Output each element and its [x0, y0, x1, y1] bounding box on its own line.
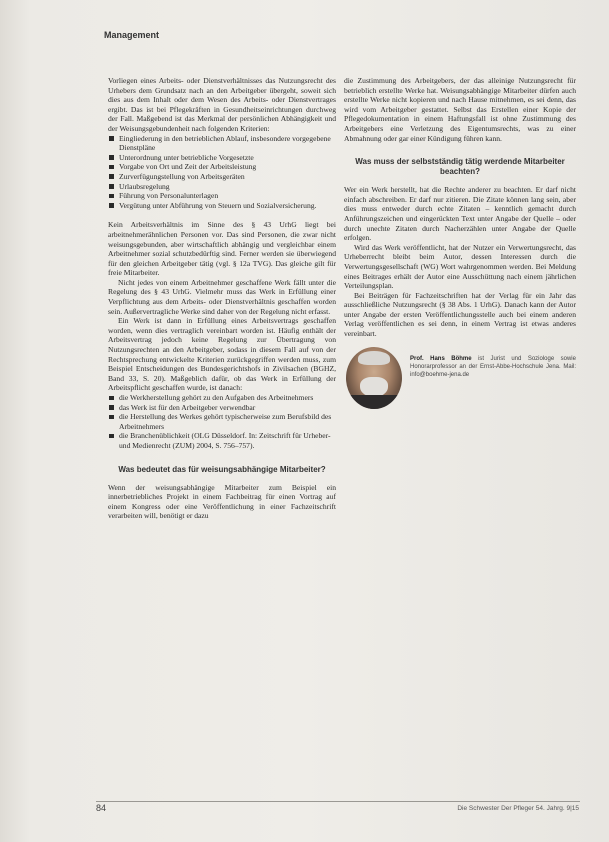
author-name: Prof. Hans Böhme [410, 355, 472, 362]
tests-item: das Werk ist für den Arbeitgeber verwendbar [108, 403, 336, 413]
criteria-item: Unterordnung unter betriebliche Vorgesetzte [108, 153, 336, 163]
right-column [344, 76, 576, 413]
body-paragraph: Nicht jedes von einem Arbeitnehmer geschaffene Werk fällt unter die Regelung des § 43 UrhG. Vielmehr muss das Werk in Erfüllung einer Verpflichtung aus dem Arbeits- oder Dienstverhältnis geschaffen worden sein. Außervertragliche Werke sind daher von der Regelung nicht erfasst. [108, 277, 336, 316]
body-paragraph: Kein Arbeitsverhältnis im Sinne des § 43 UrhG liegt bei arbeitnehmerähnlichen Personen vor. Das sind Personen, die zwar nicht weisungsgebunden, aber wirtschaftlich abhängig und vergleichbar einem Arbeitnehmer sozial schutzbedürftig sind. Ferner werden sie überwiegend für den gleichen Arbeitgeber tätig (vgl. § 12a TVG). Das gleiche gilt für freie Mitarbeiter. [108, 220, 336, 278]
section-label: Management [104, 30, 160, 40]
page-number: 84 [96, 803, 107, 813]
criteria-item: Eingliederung in den betrieblichen Ablauf, insbesondere vorgegebene Dienstpläne [108, 134, 336, 153]
tests-list [108, 393, 336, 451]
author-box [344, 347, 576, 413]
criteria-list [108, 134, 336, 211]
criteria-item: Vergütung unter Abführung von Steuern und Sozialversicherung. [108, 201, 336, 211]
criteria-item: Vorgabe von Ort und Zeit der Arbeitsleistung [108, 162, 336, 172]
criteria-item: Zurverfügungstellung von Arbeitsgeräten [108, 172, 336, 182]
body-paragraph: Bei Beiträgen für Fachzeitschriften hat der Verlag für ein Jahr das ausschließliche Nutzungsrecht (§ 38 Abs. 1 UrhG). Danach kann der Autor unter Angabe der ersten Veröffentlichungsstelle auch bei einem anderen Verlag veröffentlichen es sei denn, in einem Vertrag ist etwas anderes vereinbart. [344, 290, 576, 339]
body-paragraph: Wird das Werk veröffentlicht, hat der Nutzer ein Verwertungsrecht, das Urheberrecht bleibt beim Autor, dessen Interessen durch die Verwertungsgesellschaft (WG) Wort wahrgenommen werden. Bei Meldung eines Beitrages erhält der Autor eine Ausschüttung nach einem jährlichen Verteilungsplan. [344, 242, 576, 291]
tests-item: die Branchenüblichkeit (OLG Düsseldorf. In: Zeitschrift für Urheber- und Medienrecht (ZUM) 2004, S. 756–757). [108, 431, 336, 450]
body-paragraph: Ein Werk ist dann in Erfüllung eines Arbeitsvertrags geschaffen worden, wenn dies vertraglich vereinbart worden ist. Häufig enthält der Arbeitsvertrag jedoch keine Regelung zur Übertragung von Nutzungsrechten an den Arbeitgeber, sodass in diesem Fall auf von der Rechtsprechung entwickelte Kriterien zurückgegriffen werden muss, zum Beispiel Entscheidungen des Bundesgerichtshofs in Zivilsachen (BGHZ, Band 33, S. 20). Maßgeblich dafür, ob das Werk in Erfüllung der Arbeitspflicht geschaffen wurde, ist danach: [108, 316, 336, 393]
footer-rule [96, 801, 580, 802]
author-bio: ist Jurist und Soziologe sowie Honorarprofessor an der Ernst-Abbe-Hochschule Jena. Mail: info@boehme-jena.de [410, 355, 576, 378]
section-heading: Was muss der selbstständig tätig werdende Mitarbeiter beachten? [355, 157, 565, 177]
intro-paragraph: Vorliegen eines Arbeits- oder Dienstverhältnisses das Nutzungsrecht des Urhebers dem Grundsatz nach an den Arbeitgeber übergeht, soweit sich dies aus dem Inhalt oder dem Wesen des Arbeits- oder Dienstvertrages ergibt. Das ist bei Pflegekräften in Gesundheitseinrichtungen durchweg der Fall. Maßgebend ist das Merkmal der persönlichen Abhängigkeit und der Weisungsgebundenheit nach folgenden Kriterien: [108, 76, 336, 133]
body-paragraph: Wer ein Werk herstellt, hat die Rechte anderer zu beachten. Er darf nicht einfach abschreiben. Er darf nur zitieren. Die Zitate können lang sein, aber dies muss entweder durch echte Zitaten – kenntlich gemacht durch Anführungszeichen und eingerückten Text unter Angabe der Quelle – oder durch unechte Zitaten durch Nacherzählen unter Angabe der Quelle erfolgen. [344, 185, 576, 243]
author-portrait [346, 347, 402, 409]
author-info [410, 355, 576, 379]
journal-reference: Die Schwester Der Pfleger 54. Jahrg. 9|15 [457, 805, 579, 812]
body-paragraph: die Zustimmung des Arbeitgebers, der das alleinige Nutzungsrecht für betrieblich erstellte Werke hat. Weisungsabhängige Mitarbeiter dürfen auch erstellte Werke nicht kopieren und nach Hause mitnehmen, es sei denn, das wird vom Arbeitgeber gestattet. Selbst das Erstellen einer Kopie der Pflegedokumentation in einem Haftungsfall ist ohne Zustimmung des Arbeitgebers eine Verletzung des Eigentumsrechts, was zu einer Abmahnung oder gar einer Kündigung führen kann. [344, 76, 576, 143]
tests-item: die Werkherstellung gehört zu den Aufgaben des Arbeitnehmers [108, 393, 336, 403]
criteria-item: Führung von Personalunterlagen [108, 191, 336, 201]
tests-item: die Herstellung des Werkes gehört typischerweise zum Berufsbild des Arbeitnehmers [108, 412, 336, 431]
section-heading: Was bedeutet das für weisungsabhängige Mitarbeiter? [118, 464, 326, 474]
body-paragraph: Wenn der weisungsabhängige Mitarbeiter zum Beispiel ein innerbetriebliches Projekt in einem Fachbeitrag für einen Vortrag auf einem Kongress oder eine Veröffentlichung in einer Fachzeitschrift verarbeiten will, benötigt er dazu [108, 482, 336, 521]
criteria-item: Urlaubsregelung [108, 182, 336, 192]
left-column [108, 76, 336, 521]
